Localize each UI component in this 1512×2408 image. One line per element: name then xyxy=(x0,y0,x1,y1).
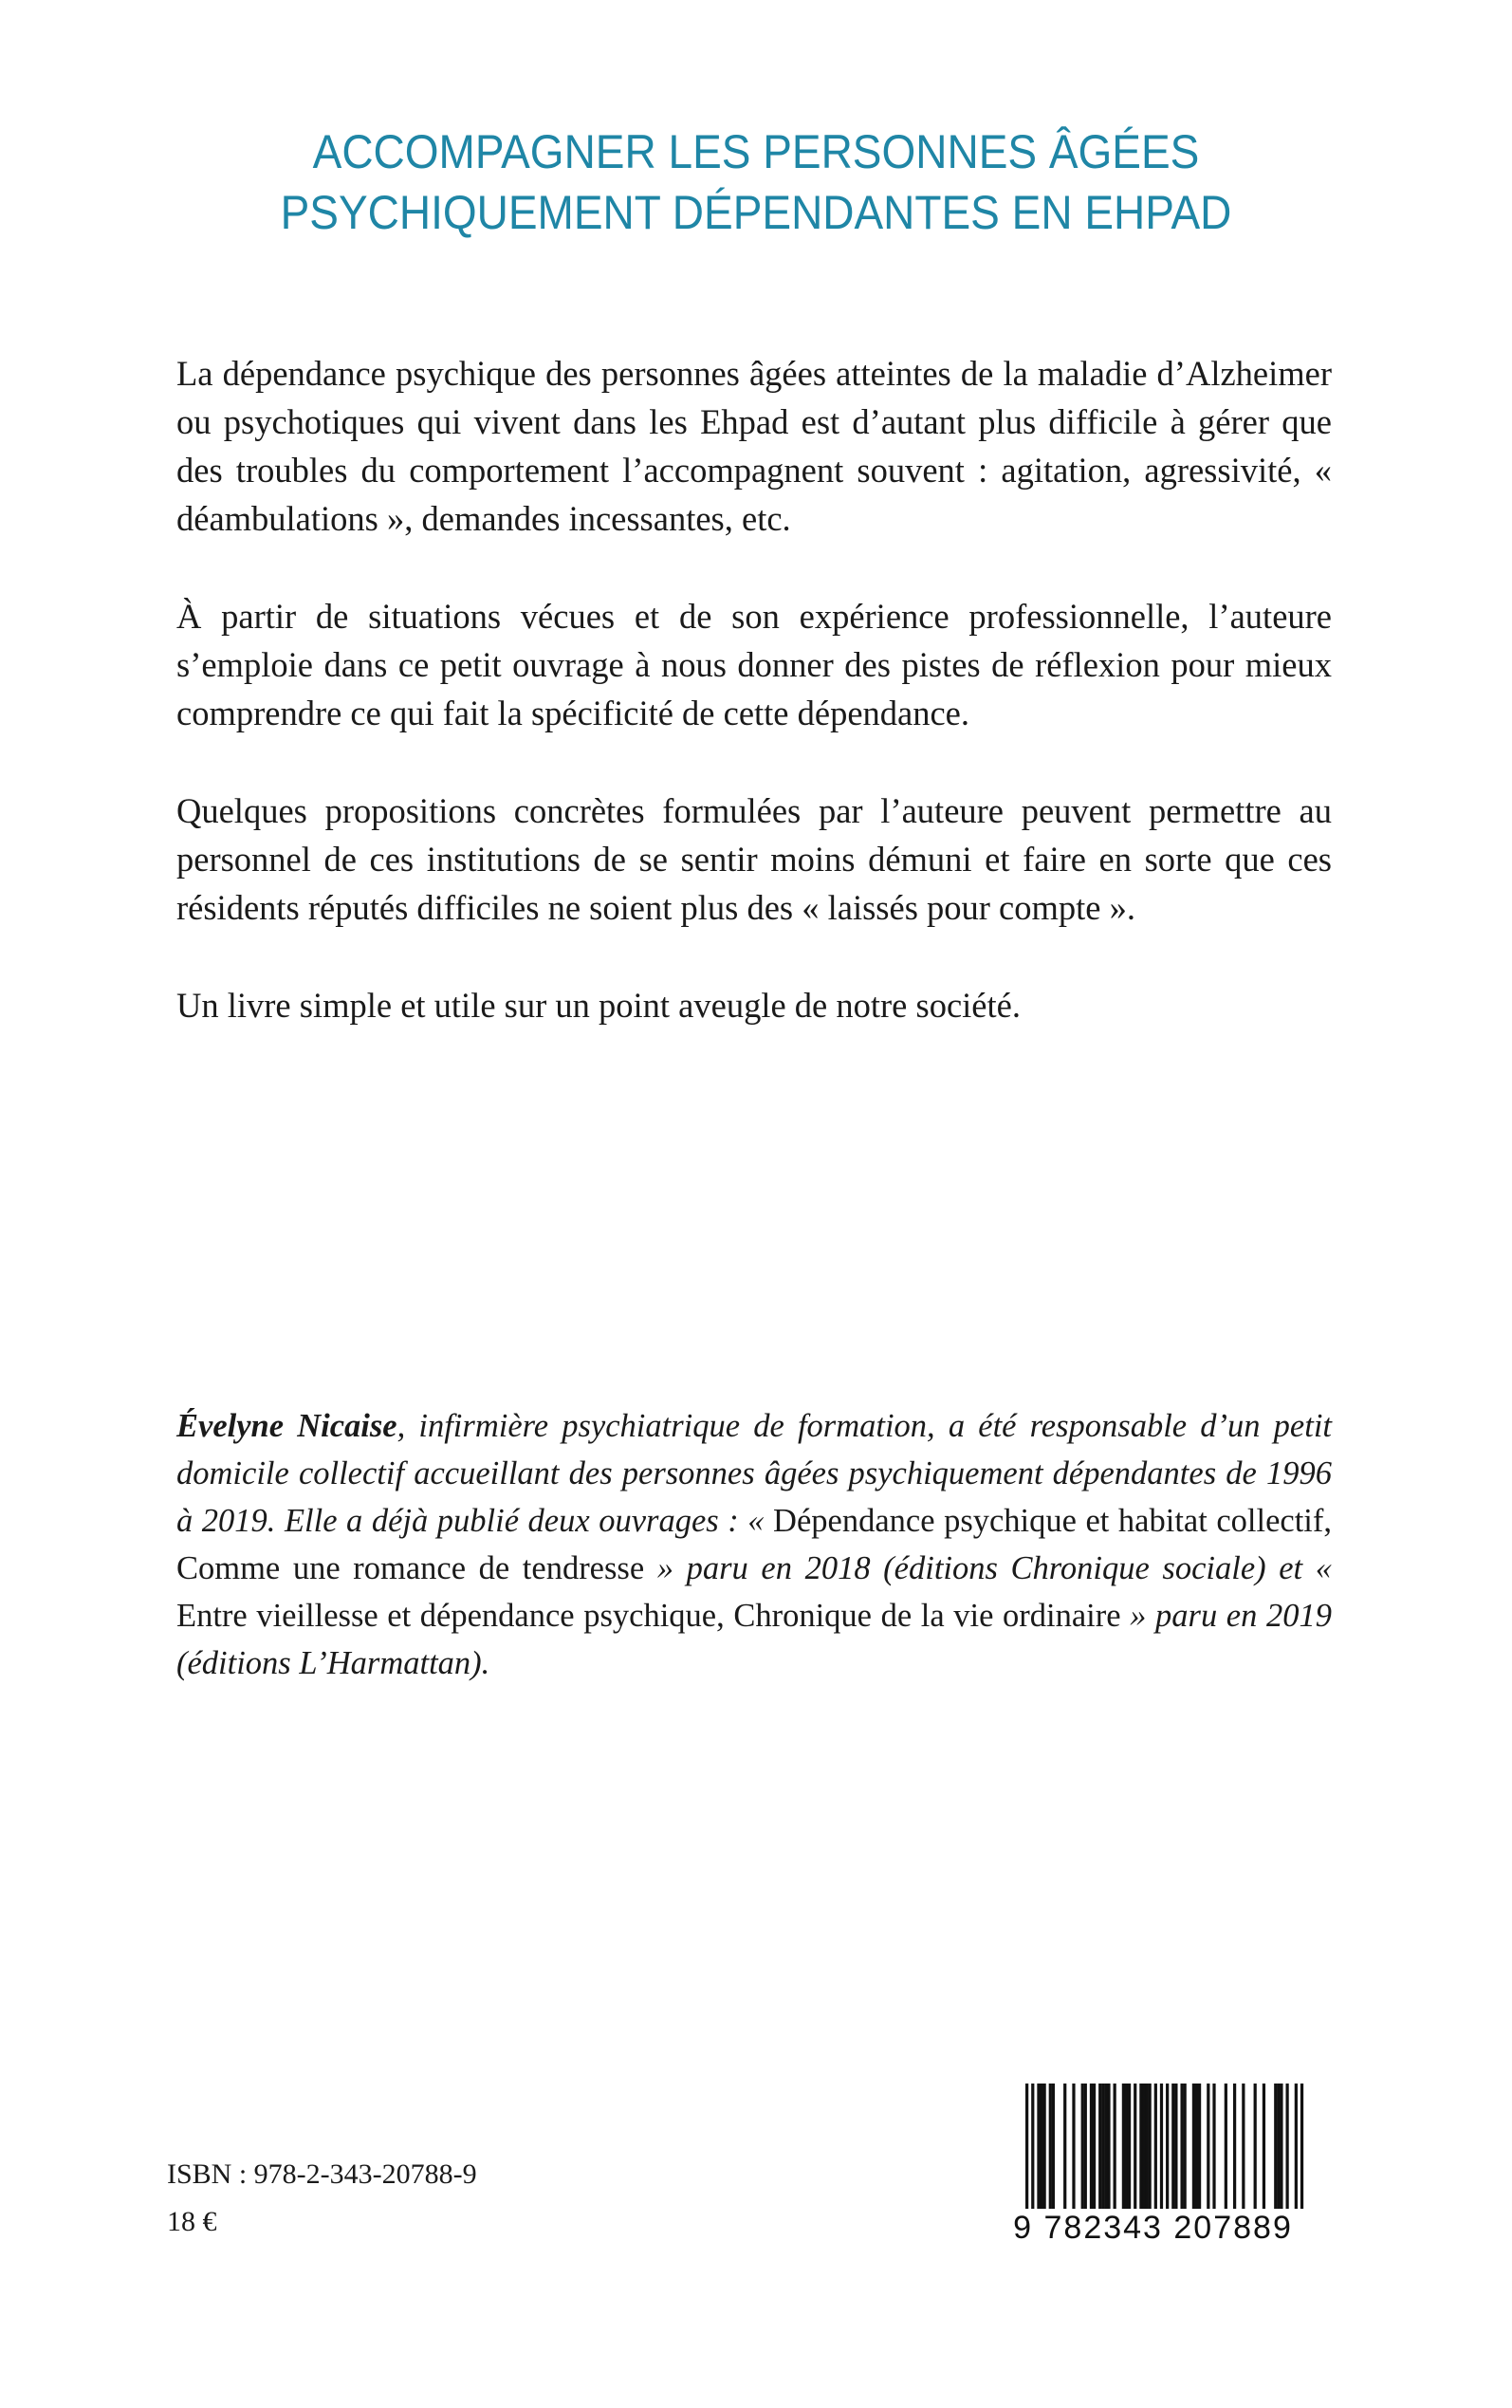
barcode-bar xyxy=(1025,2084,1028,2226)
barcode-bar xyxy=(1195,2084,1198,2209)
barcode-bar xyxy=(1149,2084,1152,2209)
barcode-bar xyxy=(1198,2084,1201,2209)
barcode-bar xyxy=(1043,2084,1046,2209)
barcode-bar xyxy=(1072,2084,1075,2209)
barcode-bar xyxy=(1225,2084,1227,2209)
barcode-bar xyxy=(1107,2084,1110,2209)
book-title-2: Entre vieillesse et dépendance psychique, Chronique de la vie ordinaire xyxy=(176,1598,1121,1634)
author-bio-text-2: » paru en 2018 (éditions Chronique sociale) et « xyxy=(644,1550,1332,1586)
barcode-bar xyxy=(1180,2084,1183,2209)
barcode-bar xyxy=(1233,2084,1236,2209)
barcode-bar xyxy=(1139,2084,1142,2209)
author-bio-text-3: » paru en 2019 (éditions L’Harmattan). xyxy=(176,1598,1332,1681)
barcode-bar xyxy=(1037,2084,1040,2209)
barcode-bar xyxy=(1254,2084,1257,2209)
barcode-bar xyxy=(1285,2084,1288,2209)
blurb xyxy=(176,349,1332,1029)
barcode-bar xyxy=(1166,2084,1169,2226)
author-bio xyxy=(176,1402,1332,1687)
blurb-paragraph-4: Un livre simple et utile sur un point aveugle de notre société. xyxy=(176,986,1021,1025)
barcode-bar xyxy=(1104,2084,1107,2209)
barcode-bar xyxy=(1184,2084,1187,2209)
barcode-bar xyxy=(1145,2084,1148,2209)
barcode-bar xyxy=(1192,2084,1195,2209)
barcode-bar xyxy=(1125,2084,1128,2209)
barcode xyxy=(999,2084,1307,2247)
barcode-bar xyxy=(1040,2084,1042,2209)
barcode-bar xyxy=(1052,2084,1055,2209)
barcode-bar xyxy=(1212,2084,1215,2209)
barcode-bar xyxy=(1242,2084,1245,2209)
price: 18 € xyxy=(167,2206,217,2237)
barcode-bar xyxy=(1142,2084,1145,2209)
barcode-bar xyxy=(1101,2084,1104,2209)
barcode-bar xyxy=(1084,2084,1087,2209)
book-title-1: Dépendance psychique et habitat collectif, Comme une romance de tendresse xyxy=(176,1503,1332,1586)
barcode-bar xyxy=(1128,2084,1131,2209)
barcode-bar xyxy=(1171,2084,1174,2209)
barcode-bar xyxy=(1093,2084,1096,2209)
barcode-bar xyxy=(1263,2084,1265,2209)
barcode-bar xyxy=(1154,2084,1157,2209)
blurb-paragraph-2: À partir de situations vécues et de son expérience professionnelle, l’auteure s’emploie dans ce petit ouvrage à nous donner des pistes de réflexion pour mieux comprendre ce qui fait la spécificité de cette dépendance. xyxy=(176,597,1332,732)
barcode-bar xyxy=(1174,2084,1177,2209)
blurb-paragraph-1: La dépendance psychique des personnes âgées atteintes de la maladie d’Alzheimer ou psychotiques qui vivent dans les Ehpad est d’autant plus difficile à gérer que des troubles du comportement l’accompagnent souvent : agitation, agressivité, « déambulations », demandes incessantes, etc. xyxy=(176,354,1332,538)
isbn: ISBN : 978-2-343-20788-9 xyxy=(167,2158,477,2190)
barcode-bar xyxy=(1207,2084,1209,2209)
book-title-line-2: PSYCHIQUEMENT DÉPENDANTES EN EHPAD xyxy=(280,186,1232,239)
barcode-bar xyxy=(1280,2084,1282,2209)
barcode-bar xyxy=(1081,2084,1084,2209)
barcode-bar xyxy=(1098,2084,1101,2209)
barcode-bar xyxy=(1295,2084,1298,2226)
book-title xyxy=(61,121,1451,243)
barcode-bar xyxy=(1049,2084,1052,2209)
barcode-bar xyxy=(1134,2084,1136,2209)
barcode-bar xyxy=(1274,2084,1277,2209)
barcode-bar xyxy=(1114,2084,1116,2209)
author-bio-text-1: , infirmière psychiatrique de formation, a été responsable d’un petit domicile collectif accueillant des personnes âgées psychiquement dépendantes de 1996 à 2019. Elle a déjà publié deux ouvrages : « xyxy=(176,1408,1332,1539)
barcode-bar xyxy=(1031,2084,1034,2226)
blurb-paragraph-3: Quelques propositions concrètes formulées par l’auteure peuvent permettre au personnel de ces institutions de se sentir moins démuni et faire en sorte que ces résidents réputés difficiles ne soient plus des « laissés pour compte ». xyxy=(176,791,1332,927)
book-title-line-1: ACCOMPAGNER LES PERSONNES ÂGÉES xyxy=(312,125,1200,178)
barcode-bar xyxy=(1160,2084,1163,2226)
author-name: Évelyne Nicaise xyxy=(176,1408,397,1444)
barcode-bar xyxy=(1122,2084,1125,2209)
barcode-digits: 9 782343 207889 xyxy=(999,2209,1307,2247)
barcode-bar xyxy=(1277,2084,1280,2209)
barcode-bar xyxy=(1090,2084,1093,2209)
barcode-bar xyxy=(1063,2084,1066,2209)
barcode-bar xyxy=(1300,2084,1303,2226)
